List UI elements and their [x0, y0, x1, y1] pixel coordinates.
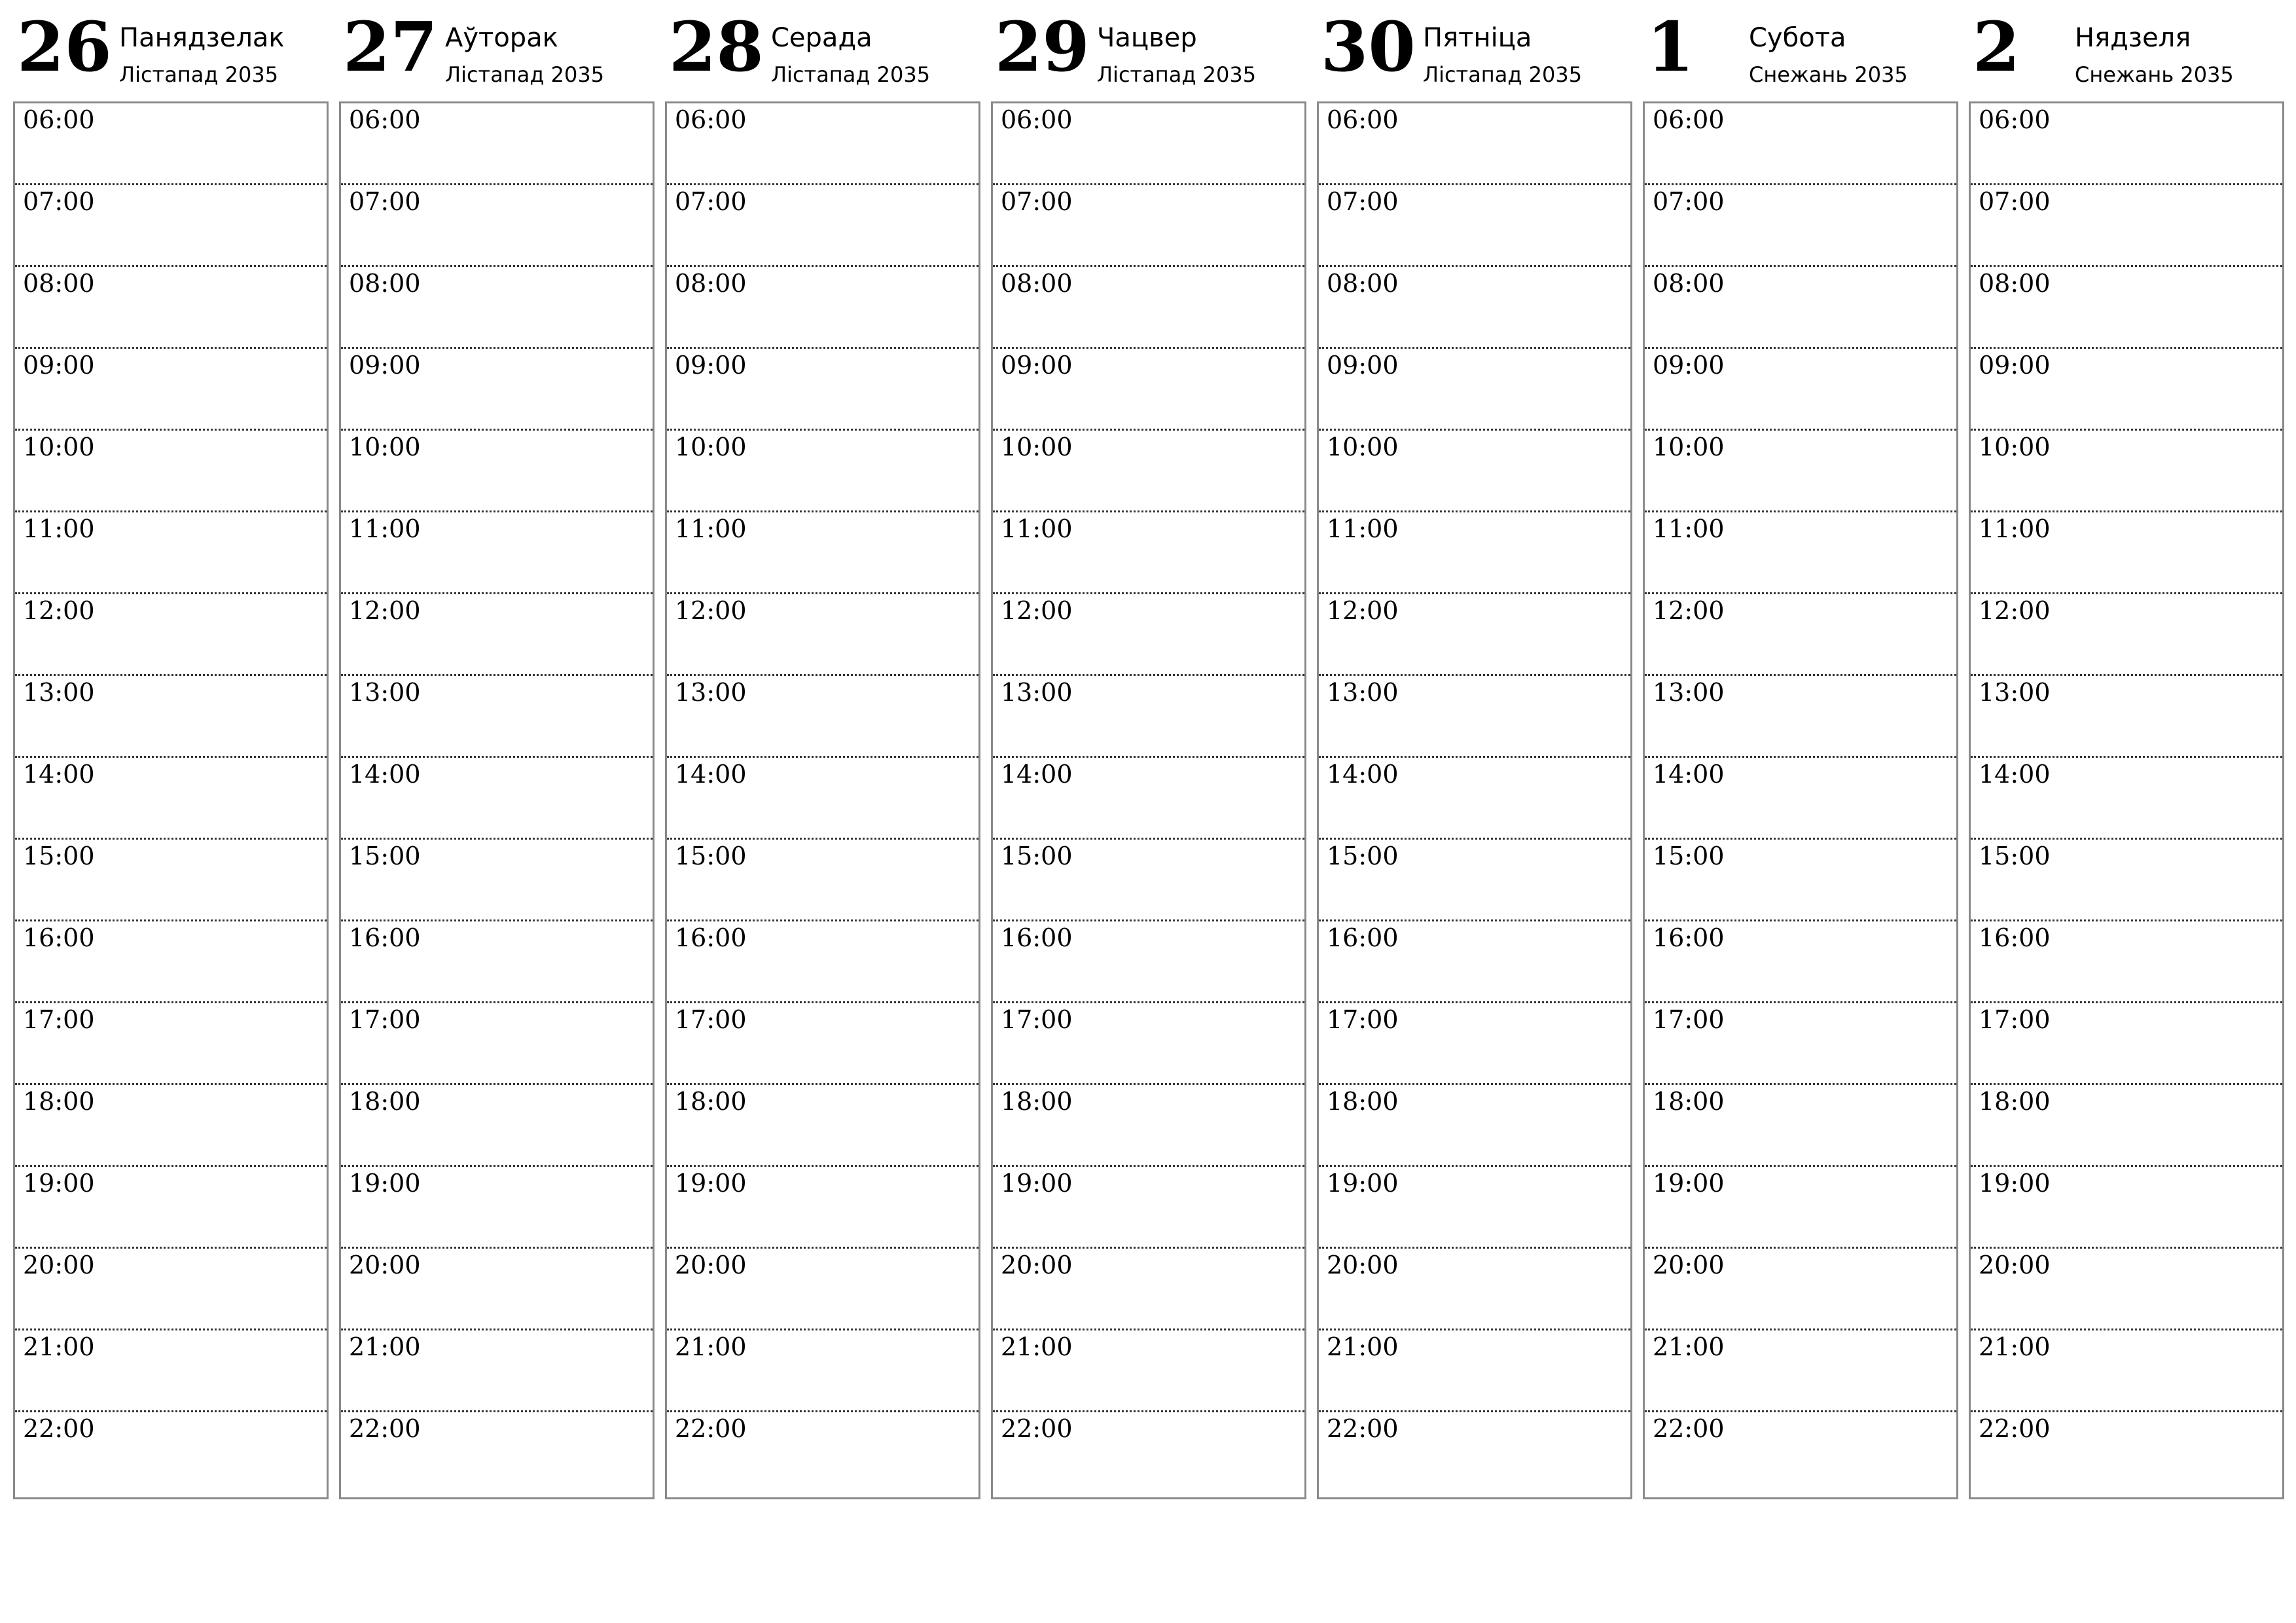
time-slot[interactable] — [1971, 676, 2282, 758]
time-slot-label: 13:00 — [349, 678, 421, 707]
time-slot-label: 06:00 — [1653, 105, 1725, 134]
time-slot[interactable] — [341, 349, 653, 431]
time-slot-label: 07:00 — [1653, 187, 1725, 216]
day-schedule-box — [13, 101, 329, 1499]
time-slot[interactable] — [1645, 349, 1956, 431]
time-slot[interactable] — [1645, 676, 1956, 758]
time-slot-label: 16:00 — [675, 923, 747, 952]
time-slot-label: 16:00 — [1979, 923, 2051, 952]
time-slot[interactable] — [15, 1003, 327, 1085]
day-number: 1 — [1647, 7, 1695, 87]
time-slot[interactable] — [1971, 267, 2282, 349]
time-slot-label: 11:00 — [349, 514, 421, 543]
time-slot-label: 06:00 — [1979, 105, 2051, 134]
day-header — [991, 0, 1305, 98]
time-slot-label: 06:00 — [349, 105, 421, 134]
time-slot-label: 14:00 — [23, 760, 95, 789]
time-slot-label: 17:00 — [675, 1005, 747, 1034]
time-slot[interactable] — [993, 1003, 1304, 1085]
time-slot[interactable] — [1971, 349, 2282, 431]
time-slot[interactable] — [993, 103, 1304, 185]
time-slot[interactable] — [1971, 1167, 2282, 1249]
time-slot[interactable] — [15, 921, 327, 1003]
time-slot-label: 21:00 — [1979, 1332, 2051, 1361]
time-slot[interactable] — [15, 185, 327, 267]
time-slot-label: 20:00 — [1327, 1251, 1399, 1279]
day-number: 26 — [17, 7, 112, 87]
time-slot-label: 14:00 — [1327, 760, 1399, 789]
time-slot-label: 16:00 — [1653, 923, 1725, 952]
time-slot[interactable] — [993, 512, 1304, 594]
time-slot-label: 22:00 — [675, 1414, 747, 1443]
time-slot-label: 08:00 — [23, 269, 95, 298]
time-slot[interactable] — [993, 1330, 1304, 1412]
time-slot[interactable] — [1971, 1085, 2282, 1167]
time-slot[interactable] — [1319, 1003, 1630, 1085]
time-slot-label: 21:00 — [675, 1332, 747, 1361]
time-slot[interactable] — [1971, 1412, 2282, 1497]
time-slot[interactable] — [667, 267, 978, 349]
day-header — [339, 0, 653, 98]
time-slot[interactable] — [1319, 431, 1630, 512]
time-slot[interactable] — [15, 1412, 327, 1497]
time-slot[interactable] — [1319, 1167, 1630, 1249]
day-header — [1643, 0, 1957, 98]
time-slot[interactable] — [1971, 1003, 2282, 1085]
time-slot[interactable] — [1645, 1167, 1956, 1249]
time-slot[interactable] — [341, 1085, 653, 1167]
day-month: Лістапад 2035 — [771, 62, 931, 87]
time-slot-label: 08:00 — [1653, 269, 1725, 298]
time-slot[interactable] — [341, 1412, 653, 1497]
day-column — [665, 0, 979, 1505]
time-slot-label: 11:00 — [675, 514, 747, 543]
time-slot-label: 12:00 — [349, 596, 421, 625]
time-slot-label: 19:00 — [1979, 1169, 2051, 1198]
day-month: Снежань 2035 — [2075, 62, 2234, 87]
day-number: 2 — [1973, 7, 2020, 87]
time-slot-label: 15:00 — [23, 842, 95, 870]
time-slot[interactable] — [341, 103, 653, 185]
time-slot[interactable] — [993, 1249, 1304, 1330]
time-slot-label: 18:00 — [675, 1087, 747, 1116]
time-slot[interactable] — [993, 1167, 1304, 1249]
time-slot-label: 17:00 — [1001, 1005, 1073, 1034]
time-slot[interactable] — [1645, 758, 1956, 840]
time-slot-label: 08:00 — [1327, 269, 1399, 298]
day-schedule-box — [991, 101, 1306, 1499]
time-slot[interactable] — [341, 921, 653, 1003]
day-column — [1969, 0, 2283, 1505]
time-slot-label: 15:00 — [1979, 842, 2051, 870]
time-slot-label: 21:00 — [23, 1332, 95, 1361]
time-slot-label: 06:00 — [23, 105, 95, 134]
time-slot[interactable] — [993, 921, 1304, 1003]
time-slot[interactable] — [993, 267, 1304, 349]
time-slot-label: 10:00 — [675, 433, 747, 461]
time-slot-label: 09:00 — [1653, 351, 1725, 380]
time-slot[interactable] — [1645, 594, 1956, 676]
time-slot-label: 10:00 — [349, 433, 421, 461]
time-slot-label: 17:00 — [1979, 1005, 2051, 1034]
time-slot-label: 11:00 — [1653, 514, 1725, 543]
time-slot[interactable] — [15, 103, 327, 185]
time-slot[interactable] — [1319, 921, 1630, 1003]
time-slot[interactable] — [1645, 431, 1956, 512]
time-slot-label: 15:00 — [1653, 842, 1725, 870]
time-slot[interactable] — [1319, 185, 1630, 267]
time-slot[interactable] — [1319, 1330, 1630, 1412]
time-slot[interactable] — [341, 431, 653, 512]
time-slot-label: 14:00 — [1001, 760, 1073, 789]
time-slot[interactable] — [1645, 1249, 1956, 1330]
time-slot-label: 10:00 — [1327, 433, 1399, 461]
day-number: 30 — [1321, 7, 1416, 87]
day-header — [665, 0, 979, 98]
time-slot[interactable] — [667, 1085, 978, 1167]
time-slot[interactable] — [15, 758, 327, 840]
time-slot-label: 22:00 — [23, 1414, 95, 1443]
time-slot[interactable] — [1645, 267, 1956, 349]
time-slot-label: 13:00 — [675, 678, 747, 707]
time-slot-label: 08:00 — [1979, 269, 2051, 298]
time-slot[interactable] — [341, 185, 653, 267]
time-slot[interactable] — [341, 594, 653, 676]
time-slot-label: 12:00 — [1653, 596, 1725, 625]
time-slot[interactable] — [1319, 594, 1630, 676]
time-slot[interactable] — [15, 1167, 327, 1249]
time-slot-label: 07:00 — [23, 187, 95, 216]
day-column — [1643, 0, 1957, 1505]
time-slot-label: 13:00 — [1327, 678, 1399, 707]
time-slot-label: 09:00 — [23, 351, 95, 380]
time-slot[interactable] — [993, 1085, 1304, 1167]
time-slot[interactable] — [341, 676, 653, 758]
day-month: Лістапад 2035 — [119, 62, 279, 87]
time-slot-label: 22:00 — [349, 1414, 421, 1443]
time-slot-label: 20:00 — [1653, 1251, 1725, 1279]
day-column — [339, 0, 653, 1505]
time-slot-label: 09:00 — [1979, 351, 2051, 380]
time-slot[interactable] — [15, 676, 327, 758]
time-slot[interactable] — [1319, 512, 1630, 594]
time-slot[interactable] — [993, 758, 1304, 840]
time-slot[interactable] — [1319, 1412, 1630, 1497]
time-slot[interactable] — [1971, 758, 2282, 840]
time-slot-label: 15:00 — [1327, 842, 1399, 870]
time-slot-label: 08:00 — [349, 269, 421, 298]
time-slot-label: 12:00 — [1327, 596, 1399, 625]
time-slot-label: 07:00 — [1001, 187, 1073, 216]
time-slot[interactable] — [15, 512, 327, 594]
time-slot[interactable] — [667, 676, 978, 758]
time-slot-label: 17:00 — [1653, 1005, 1725, 1034]
day-number: 29 — [995, 7, 1090, 87]
time-slot[interactable] — [667, 1412, 978, 1497]
time-slot-label: 16:00 — [349, 923, 421, 952]
time-slot-label: 09:00 — [675, 351, 747, 380]
time-slot-label: 15:00 — [1001, 842, 1073, 870]
time-slot-label: 19:00 — [23, 1169, 95, 1198]
time-slot[interactable] — [1319, 840, 1630, 921]
day-column — [991, 0, 1305, 1505]
time-slot-label: 19:00 — [675, 1169, 747, 1198]
day-name: Субота — [1749, 23, 1846, 53]
time-slot-label: 09:00 — [1001, 351, 1073, 380]
time-slot[interactable] — [1645, 1003, 1956, 1085]
time-slot[interactable] — [667, 103, 978, 185]
time-slot-label: 13:00 — [1979, 678, 2051, 707]
time-slot[interactable] — [667, 349, 978, 431]
time-slot-label: 19:00 — [1327, 1169, 1399, 1198]
time-slot-label: 12:00 — [1001, 596, 1073, 625]
day-column — [13, 0, 327, 1505]
time-slot[interactable] — [1971, 512, 2282, 594]
time-slot-label: 10:00 — [23, 433, 95, 461]
time-slot[interactable] — [1971, 921, 2282, 1003]
time-slot-label: 11:00 — [23, 514, 95, 543]
time-slot[interactable] — [15, 431, 327, 512]
time-slot-label: 18:00 — [1327, 1087, 1399, 1116]
time-slot-label: 19:00 — [349, 1169, 421, 1198]
time-slot[interactable] — [1971, 594, 2282, 676]
time-slot[interactable] — [667, 512, 978, 594]
time-slot-label: 10:00 — [1979, 433, 2051, 461]
time-slot[interactable] — [15, 349, 327, 431]
time-slot-label: 13:00 — [1001, 678, 1073, 707]
day-header — [13, 0, 327, 98]
time-slot[interactable] — [1319, 1085, 1630, 1167]
time-slot[interactable] — [341, 1330, 653, 1412]
time-slot[interactable] — [1319, 1249, 1630, 1330]
time-slot[interactable] — [341, 840, 653, 921]
time-slot-label: 15:00 — [349, 842, 421, 870]
day-month: Лістапад 2035 — [1097, 62, 1257, 87]
time-slot-label: 19:00 — [1001, 1169, 1073, 1198]
time-slot[interactable] — [1971, 431, 2282, 512]
time-slot[interactable] — [667, 431, 978, 512]
day-month: Лістапад 2035 — [445, 62, 605, 87]
time-slot-label: 07:00 — [1979, 187, 2051, 216]
time-slot[interactable] — [667, 758, 978, 840]
time-slot[interactable] — [1319, 349, 1630, 431]
time-slot-label: 18:00 — [23, 1087, 95, 1116]
time-slot[interactable] — [341, 1167, 653, 1249]
time-slot-label: 18:00 — [349, 1087, 421, 1116]
time-slot[interactable] — [341, 267, 653, 349]
time-slot[interactable] — [1645, 185, 1956, 267]
time-slot-label: 06:00 — [1327, 105, 1399, 134]
time-slot[interactable] — [667, 921, 978, 1003]
time-slot[interactable] — [667, 1003, 978, 1085]
time-slot-label: 06:00 — [1001, 105, 1073, 134]
time-slot-label: 11:00 — [1001, 514, 1073, 543]
time-slot[interactable] — [15, 1085, 327, 1167]
time-slot[interactable] — [1645, 512, 1956, 594]
time-slot-label: 22:00 — [1979, 1414, 2051, 1443]
day-name: Серада — [771, 23, 872, 53]
time-slot-label: 16:00 — [1001, 923, 1073, 952]
day-schedule-box — [1317, 101, 1632, 1499]
time-slot-label: 07:00 — [675, 187, 747, 216]
time-slot[interactable] — [993, 676, 1304, 758]
time-slot[interactable] — [1971, 1249, 2282, 1330]
time-slot-label: 20:00 — [675, 1251, 747, 1279]
time-slot-label: 16:00 — [1327, 923, 1399, 952]
time-slot[interactable] — [667, 1167, 978, 1249]
time-slot-label: 19:00 — [1653, 1169, 1725, 1198]
time-slot[interactable] — [341, 758, 653, 840]
time-slot[interactable] — [993, 431, 1304, 512]
time-slot[interactable] — [993, 185, 1304, 267]
time-slot-label: 14:00 — [349, 760, 421, 789]
time-slot-label: 22:00 — [1327, 1414, 1399, 1443]
day-schedule-box — [339, 101, 655, 1499]
time-slot-label: 08:00 — [675, 269, 747, 298]
time-slot[interactable] — [341, 512, 653, 594]
day-name: Пятніца — [1423, 23, 1532, 53]
day-number: 27 — [343, 7, 438, 87]
time-slot[interactable] — [1645, 1085, 1956, 1167]
time-slot[interactable] — [1971, 1330, 2282, 1412]
time-slot-label: 07:00 — [1327, 187, 1399, 216]
time-slot[interactable] — [993, 1412, 1304, 1497]
time-slot-label: 08:00 — [1001, 269, 1073, 298]
time-slot[interactable] — [15, 594, 327, 676]
time-slot[interactable] — [1319, 758, 1630, 840]
time-slot[interactable] — [1319, 103, 1630, 185]
time-slot[interactable] — [1645, 921, 1956, 1003]
time-slot[interactable] — [667, 1249, 978, 1330]
time-slot-label: 17:00 — [23, 1005, 95, 1034]
time-slot-label: 20:00 — [1001, 1251, 1073, 1279]
time-slot-label: 14:00 — [675, 760, 747, 789]
time-slot-label: 14:00 — [1979, 760, 2051, 789]
time-slot-label: 20:00 — [1979, 1251, 2051, 1279]
time-slot-label: 09:00 — [1327, 351, 1399, 380]
time-slot-label: 18:00 — [1979, 1087, 2051, 1116]
day-column — [1317, 0, 1631, 1505]
time-slot-label: 13:00 — [1653, 678, 1725, 707]
time-slot[interactable] — [993, 840, 1304, 921]
time-slot[interactable] — [1971, 103, 2282, 185]
time-slot[interactable] — [993, 349, 1304, 431]
time-slot-label: 14:00 — [1653, 760, 1725, 789]
time-slot-label: 22:00 — [1653, 1414, 1725, 1443]
time-slot-label: 11:00 — [1327, 514, 1399, 543]
time-slot[interactable] — [667, 840, 978, 921]
day-number: 28 — [669, 7, 764, 87]
time-slot-label: 21:00 — [1327, 1332, 1399, 1361]
time-slot-label: 20:00 — [23, 1251, 95, 1279]
time-slot[interactable] — [993, 594, 1304, 676]
day-schedule-box — [1643, 101, 1958, 1499]
time-slot-label: 10:00 — [1653, 433, 1725, 461]
day-month: Лістапад 2035 — [1423, 62, 1583, 87]
time-slot-label: 18:00 — [1653, 1087, 1725, 1116]
time-slot-label: 21:00 — [349, 1332, 421, 1361]
time-slot-label: 17:00 — [349, 1005, 421, 1034]
day-month: Снежань 2035 — [1749, 62, 1908, 87]
time-slot[interactable] — [667, 185, 978, 267]
day-header — [1969, 0, 2283, 98]
time-slot[interactable] — [1645, 1330, 1956, 1412]
time-slot-label: 21:00 — [1001, 1332, 1073, 1361]
time-slot-label: 18:00 — [1001, 1087, 1073, 1116]
time-slot[interactable] — [15, 1249, 327, 1330]
day-schedule-box — [1969, 101, 2284, 1499]
time-slot[interactable] — [1645, 103, 1956, 185]
day-schedule-box — [665, 101, 980, 1499]
time-slot[interactable] — [341, 1249, 653, 1330]
time-slot[interactable] — [341, 1003, 653, 1085]
time-slot[interactable] — [15, 267, 327, 349]
time-slot-label: 15:00 — [675, 842, 747, 870]
time-slot-label: 09:00 — [349, 351, 421, 380]
day-name: Нядзеля — [2075, 23, 2191, 53]
time-slot-label: 17:00 — [1327, 1005, 1399, 1034]
time-slot-label: 12:00 — [675, 596, 747, 625]
day-name: Аўторак — [445, 23, 558, 53]
time-slot[interactable] — [1645, 1412, 1956, 1497]
time-slot[interactable] — [1645, 840, 1956, 921]
day-name: Панядзелак — [119, 23, 285, 53]
time-slot-label: 21:00 — [1653, 1332, 1725, 1361]
time-slot-label: 11:00 — [1979, 514, 2051, 543]
time-slot[interactable] — [667, 594, 978, 676]
time-slot[interactable] — [15, 840, 327, 921]
time-slot-label: 12:00 — [1979, 596, 2051, 625]
time-slot[interactable] — [15, 1330, 327, 1412]
time-slot-label: 07:00 — [349, 187, 421, 216]
time-slot[interactable] — [1971, 840, 2282, 921]
time-slot[interactable] — [1971, 185, 2282, 267]
time-slot-label: 16:00 — [23, 923, 95, 952]
time-slot[interactable] — [1319, 267, 1630, 349]
time-slot-label: 10:00 — [1001, 433, 1073, 461]
day-name: Чацвер — [1097, 23, 1197, 53]
time-slot[interactable] — [667, 1330, 978, 1412]
time-slot-label: 12:00 — [23, 596, 95, 625]
time-slot-label: 22:00 — [1001, 1414, 1073, 1443]
time-slot[interactable] — [1319, 676, 1630, 758]
time-slot-label: 06:00 — [675, 105, 747, 134]
time-slot-label: 20:00 — [349, 1251, 421, 1279]
time-slot-label: 13:00 — [23, 678, 95, 707]
day-header — [1317, 0, 1631, 98]
